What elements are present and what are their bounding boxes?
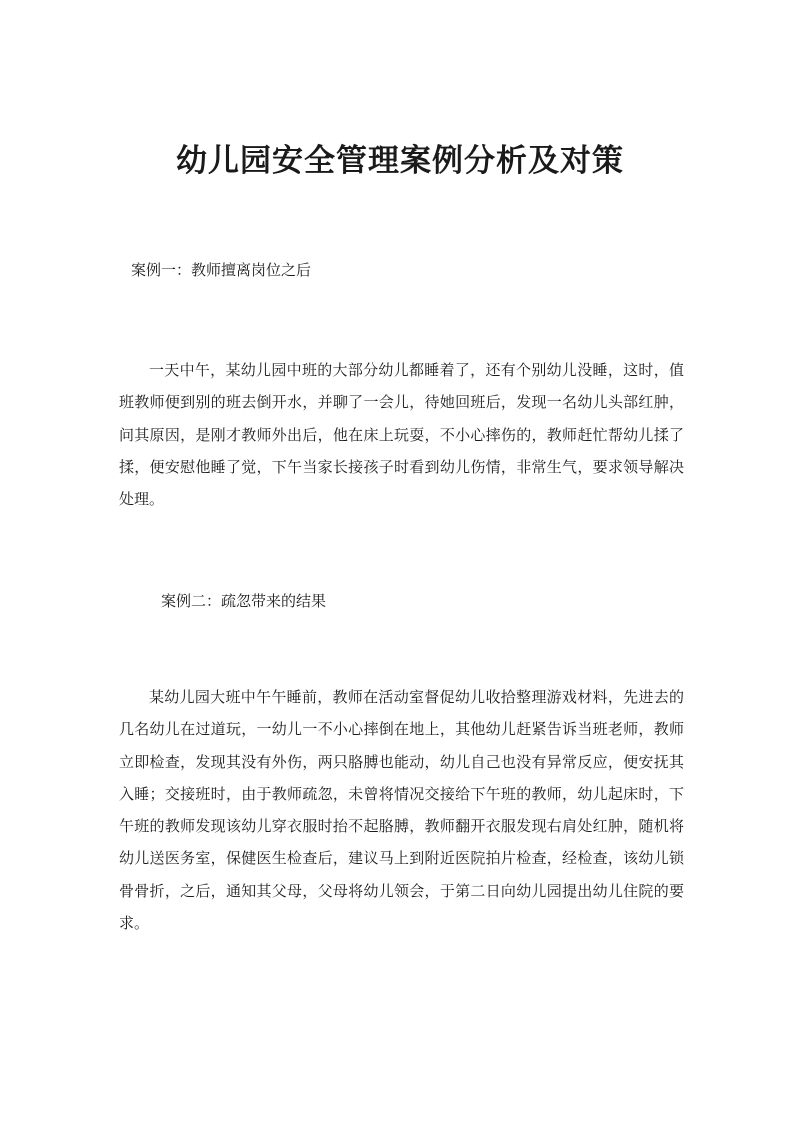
case-two-body: 某幼儿园大班中午午睡前，教师在活动室督促幼儿收拾整理游戏材料，先进去的几名幼儿在过道玩，一幼儿一不小心摔倒在地上，其他幼儿赶紧告诉当班老师，教师立即检查，发现其没有外伤，两只胳膊也能动，幼儿自己也没有异常反应，便安抚其入睡；交接班时，由于教师疏忽，未曾将情况交接给下午班的教师，幼儿起床时，下午班的教师发现该幼儿穿衣服时抬不起胳膊，教师翻开衣服发现右肩处红肿，随机将幼儿送医务室，保健医生检查后，建议马上到附近医院拍片检查，经检查，该幼儿锁骨骨折，之后，通知其父母，父母将幼儿领会，于第二日向幼儿园提出幼儿住院的要求。 <box>119 688 684 933</box>
document-title: 幼儿园安全管理案例分析及对策 <box>176 143 624 179</box>
case-two-heading: 案例二：疏忽带来的结果 <box>161 592 327 610</box>
case-one-heading: 案例一：教师擅离岗位之后 <box>131 261 312 279</box>
case-one-body: 一天中午，某幼儿园中班的大部分幼儿都睡着了，还有个别幼儿没睡，这时，值班教师便到别的班去倒开水，并聊了一会儿，待她回班后，发现一名幼儿头部红肿，问其原因，是刚才教师外出后，他在床上玩耍，不小心摔伤的，教师赶忙帮幼儿揉了揉，便安慰他睡了觉，下午当家长接孩子时看到幼儿伤情，非常生气，要求领导解决处理。 <box>119 361 684 509</box>
